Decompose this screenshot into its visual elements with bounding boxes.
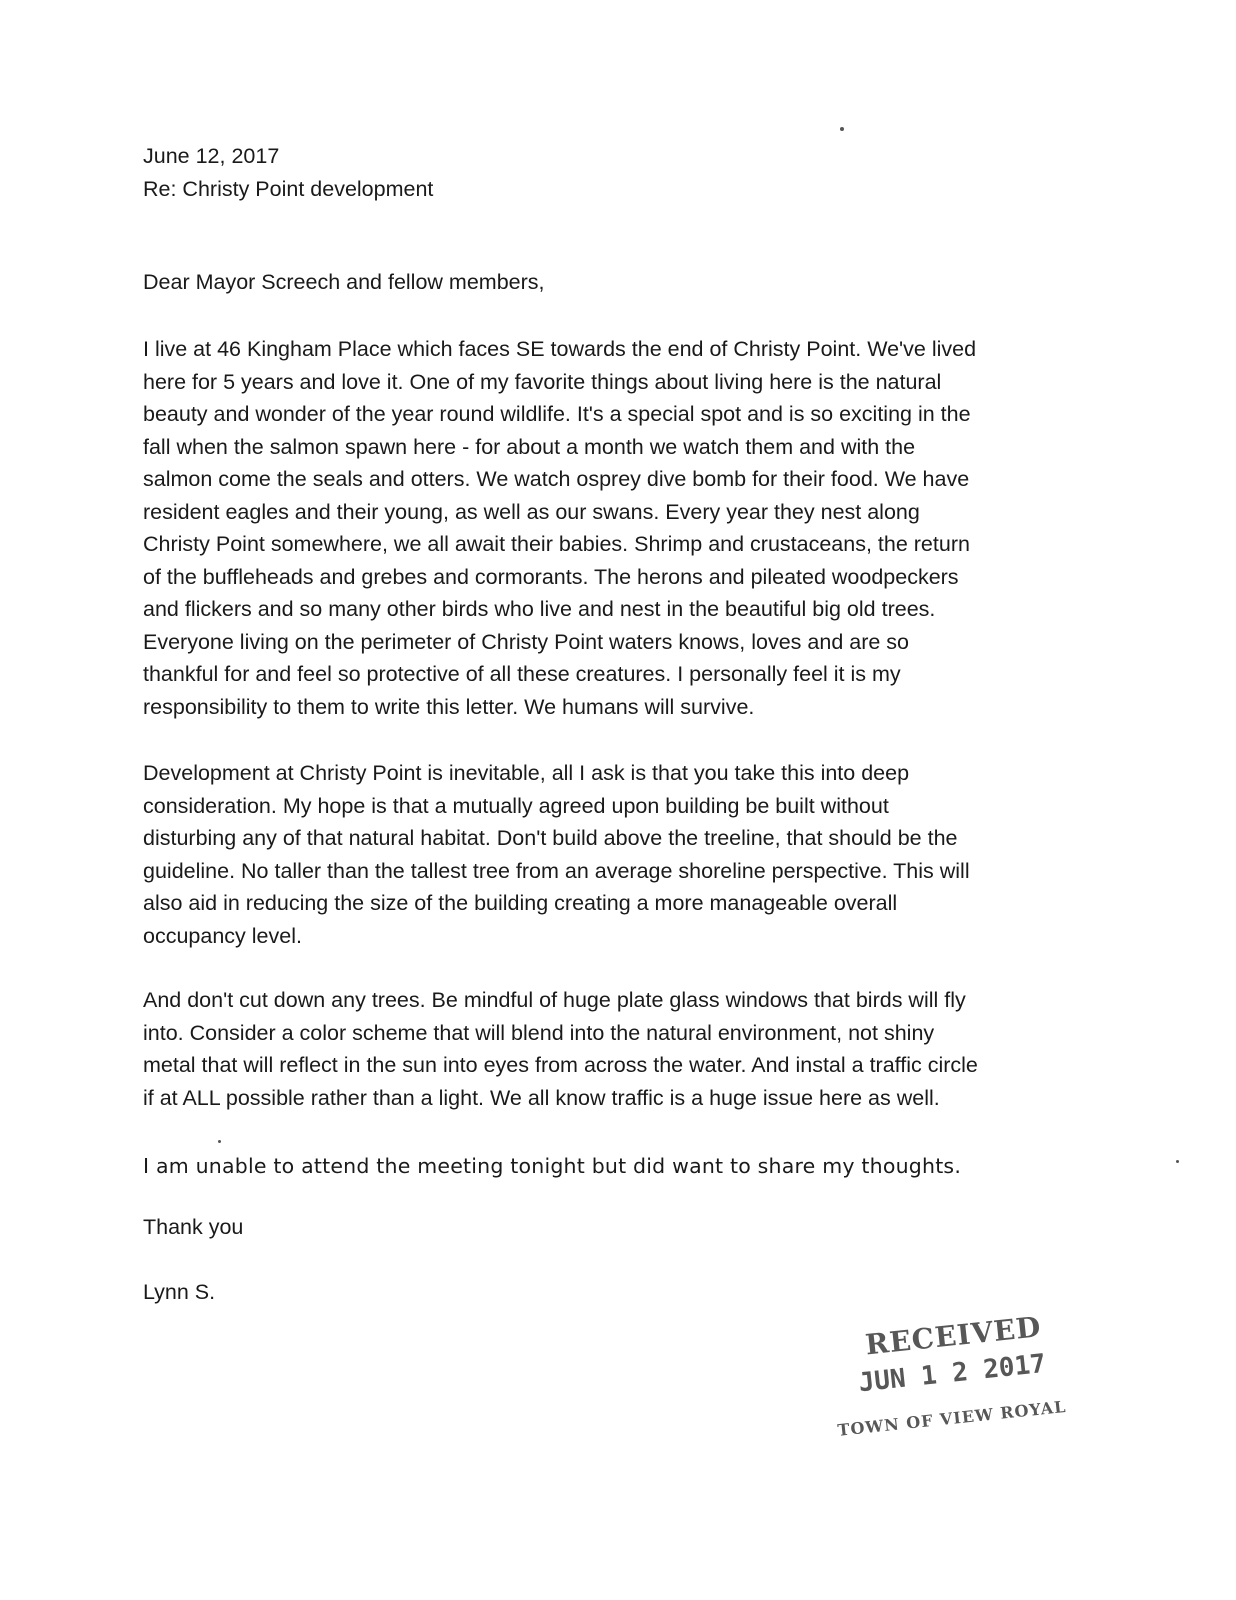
text-line: Development at Christy Point is inevitable, all I ask is that you take this into deep bbox=[143, 761, 910, 785]
text-line: occupancy level. bbox=[143, 923, 302, 948]
scan-speck bbox=[840, 127, 844, 131]
text-line: fall when the salmon spawn here - for about a month we watch them and with the bbox=[143, 434, 916, 459]
stamp-date: JUN 1 2 2017 bbox=[857, 1348, 1048, 1399]
signature: Lynn S. bbox=[143, 1280, 216, 1304]
paragraph-development bbox=[143, 757, 1103, 952]
salutation: Dear Mayor Screech and fellow members, bbox=[143, 270, 545, 294]
paragraph-meeting bbox=[143, 1150, 1103, 1183]
text-line: resident eagles and their young, as well as our swans. Every year they nest along bbox=[143, 499, 920, 524]
text-line: salmon come the seals and otters. We watch osprey dive bomb for their food. We have bbox=[143, 467, 970, 491]
text-line: thankful for and feel so protective of all these creatures. I personally feel it is my bbox=[143, 662, 901, 686]
text-line: And don't cut down any trees. Be mindful of huge plate glass windows that birds will fly bbox=[143, 988, 966, 1012]
letter-subject: Re: Christy Point development bbox=[143, 176, 434, 201]
text-line: consideration. My hope is that a mutually agreed upon building be built without bbox=[143, 793, 889, 818]
letter-date: June 12, 2017 bbox=[143, 144, 280, 168]
text-line: I am unable to attend the meeting tonight but did want to share my thoughts. bbox=[143, 1154, 962, 1178]
stamp-town: TOWN OF VIEW ROYAL bbox=[836, 1396, 1068, 1440]
text-line: of the buffleheads and grebes and cormorants. The herons and pileated woodpeckers bbox=[143, 564, 959, 589]
text-line: here for 5 years and love it. One of my favorite things about living here is the natural bbox=[143, 369, 942, 394]
letter-header bbox=[143, 140, 1103, 205]
text-line: metal that will reflect in the sun into eyes from across the water. And instal a traffic circle bbox=[143, 1053, 978, 1077]
closing: Thank you bbox=[143, 1215, 244, 1239]
text-line: if at ALL possible rather than a light. We all know traffic is a huge issue here as well. bbox=[143, 1085, 940, 1110]
text-line: also aid in reducing the size of the building creating a more manageable overall bbox=[143, 891, 898, 915]
scan-speck bbox=[1176, 1160, 1179, 1163]
received-stamp bbox=[817, 1307, 1082, 1492]
paragraph-trees bbox=[143, 984, 1103, 1114]
stamp-received: RECEIVED bbox=[863, 1310, 1043, 1362]
text-line: Christy Point somewhere, we all await their babies. Shrimp and crustaceans, the return bbox=[143, 532, 970, 556]
text-line: Everyone living on the perimeter of Christy Point waters knows, loves and are so bbox=[143, 629, 910, 654]
text-line: beauty and wonder of the year round wildlife. It's a special spot and is so exciting in the bbox=[143, 402, 971, 426]
text-line: I live at 46 Kingham Place which faces SE towards the end of Christy Point. We've lived bbox=[143, 337, 977, 361]
text-line: disturbing any of that natural habitat. Don't build above the treeline, that should be the bbox=[143, 826, 958, 850]
text-line: and flickers and so many other birds who live and nest in the beautiful big old trees. bbox=[143, 597, 936, 621]
text-line: responsibility to them to write this letter. We humans will survive. bbox=[143, 694, 755, 719]
text-line: guideline. No taller than the tallest tree from an average shoreline perspective. This will bbox=[143, 858, 970, 883]
scan-speck bbox=[218, 1140, 221, 1143]
paragraph-wildlife bbox=[143, 333, 1103, 723]
text-line: into. Consider a color scheme that will blend into the natural environment, not shiny bbox=[143, 1020, 935, 1045]
